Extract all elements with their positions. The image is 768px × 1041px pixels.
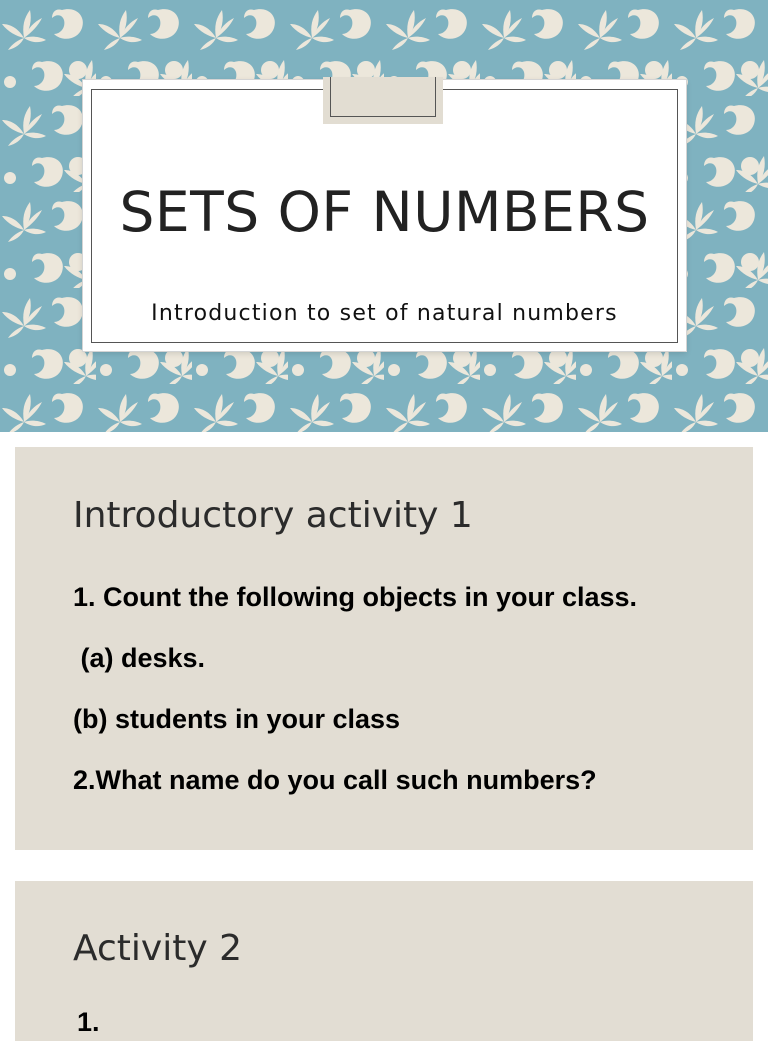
activity-item-students: (b) students in your class [73, 704, 401, 734]
activity-item-count-objects: 1. Count the following objects in your class. [73, 582, 638, 612]
slide-activity-2 [15, 881, 753, 1041]
activity-item-desks: (a) desks. [73, 643, 206, 673]
slide-heading: Introductory activity 1 [73, 495, 473, 536]
activity-item-partial: 1. [77, 1007, 100, 1037]
title-card-tab-decoration [323, 77, 443, 124]
title-slide [0, 0, 768, 432]
title-card-tab-frame [330, 77, 436, 117]
slide-heading: Activity 2 [73, 928, 242, 969]
slide-subtitle: Introduction to set of natural numbers [151, 301, 618, 326]
title-card [83, 80, 686, 351]
slide-title: SETS OF NUMBERS [119, 180, 650, 244]
activity-item-name-numbers: 2.What name do you call such numbers? [73, 765, 597, 795]
slide-introductory-activity-1 [15, 447, 753, 850]
